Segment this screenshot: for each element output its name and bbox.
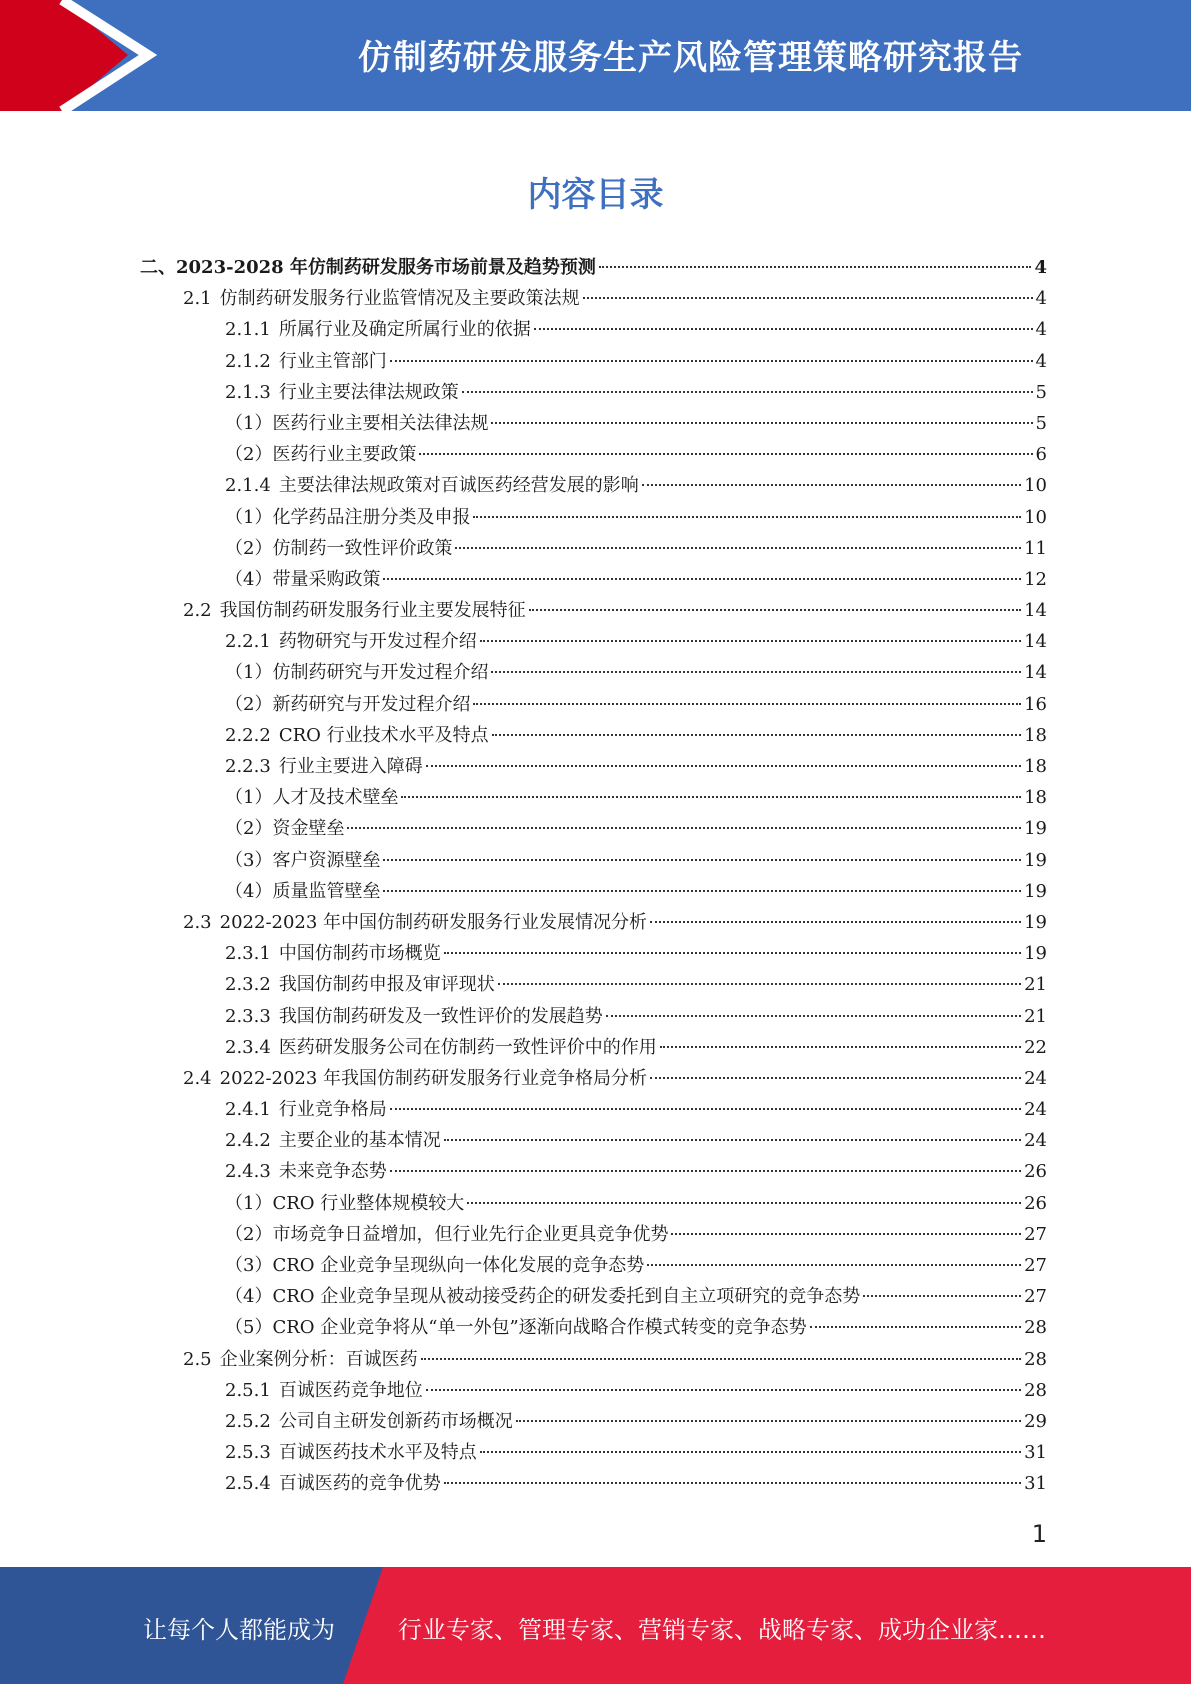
toc-entry-page: 21 (1024, 1005, 1047, 1027)
toc-entry-text: 客户资源壁垒 (272, 849, 381, 871)
toc-entry-text: 行业竞争格局 (278, 1099, 387, 1121)
toc-entry-number: （4） (225, 880, 273, 902)
toc-entry-number: （1） (225, 662, 273, 684)
toc-dot-leader (444, 1482, 1021, 1484)
toc-entry-text: 仿制药一致性评价政策 (272, 537, 453, 559)
toc-entry-text: 行业主要法律法规政策 (278, 381, 459, 403)
footer-banner (0, 1567, 1191, 1684)
toc-entry[interactable] (225, 1281, 1047, 1312)
toc-entry-text: 药物研究与开发过程介绍 (278, 631, 477, 653)
toc-dot-leader (606, 1015, 1021, 1017)
toc-entry-text: 医药行业主要相关法律法规 (272, 412, 489, 434)
toc-dot-leader (462, 391, 1033, 393)
toc-entry-number: 2.5.1 (225, 1379, 271, 1401)
toc-dot-leader (444, 952, 1021, 954)
toc-entry[interactable] (183, 1063, 1047, 1094)
toc-entry-page: 19 (1024, 880, 1047, 902)
toc-entry-page: 5 (1035, 412, 1047, 434)
toc-entry-page: 28 (1024, 1317, 1047, 1339)
toc-entry-page: 28 (1024, 1379, 1047, 1401)
toc-entry-text: 2022-2023 年我国仿制药研发服务行业竞争格局分析 (219, 1067, 648, 1089)
toc-entry-text: 化学药品注册分类及申报 (272, 506, 471, 528)
toc-entry-page: 10 (1024, 506, 1047, 528)
toc-entry-page: 5 (1035, 381, 1047, 403)
toc-entry-number: 2.2 (183, 600, 212, 622)
toc-entry[interactable] (225, 1188, 1047, 1219)
toc-entry-text: 仿制药研究与开发过程介绍 (272, 662, 489, 684)
toc-dot-leader (491, 671, 1021, 673)
toc-entry-number: （2） (225, 537, 273, 559)
toc-entry-number: （5） (225, 1317, 273, 1339)
toc-entry-text: 行业主管部门 (278, 350, 387, 372)
toc-entry-page: 19 (1024, 849, 1047, 871)
toc-entry-text: 我国仿制药研发及一致性评价的发展趋势 (278, 1005, 603, 1027)
toc-entry[interactable] (225, 1032, 1047, 1063)
page-number: 1 (1031, 1520, 1047, 1548)
toc-entry-text: 带量采购政策 (272, 568, 381, 590)
toc-entry-text: 未来竞争态势 (278, 1161, 387, 1183)
toc-entry[interactable] (225, 1468, 1047, 1499)
toc-entry[interactable] (225, 1406, 1047, 1437)
toc-entry-text: 行业主要进入障碍 (278, 756, 423, 777)
toc-dot-leader (467, 1202, 1021, 1204)
toc-dot-leader (498, 983, 1021, 985)
toc-entry-number: （1） (225, 1192, 273, 1214)
toc-dot-leader (401, 796, 1021, 798)
toc-entry[interactable] (225, 751, 1047, 782)
toc-entry-page: 18 (1024, 724, 1047, 746)
toc-entry-text: 二、2023-2028 年仿制药研发服务市场前景及趋势预测 (140, 257, 596, 278)
toc-entry[interactable] (225, 439, 1047, 470)
toc-entry-text: 医药行业主要政策 (272, 444, 417, 466)
toc-dot-leader (426, 1389, 1021, 1391)
toc-entry-text: 2022-2023 年中国仿制药研发服务行业发展情况分析 (219, 911, 648, 933)
toc-dot-leader (647, 1264, 1021, 1266)
toc-entry-page: 24 (1024, 1099, 1047, 1121)
toc-entry-number: 2.1.4 (225, 475, 271, 497)
toc-dot-leader (650, 1077, 1021, 1079)
toc-dot-leader (491, 422, 1032, 424)
toc-entry-page: 27 (1024, 1286, 1047, 1308)
toc-entry-page: 27 (1024, 1255, 1047, 1276)
toc-entry[interactable] (225, 876, 1047, 907)
toc-entry-page: 18 (1024, 756, 1047, 777)
toc-dot-leader (480, 640, 1021, 642)
toc-entry[interactable] (225, 1250, 1047, 1281)
toc-entry-number: 2.5.3 (225, 1442, 271, 1464)
toc-entry-text: CRO 企业竞争呈现纵向一体化发展的竞争态势 (272, 1255, 645, 1276)
toc-entry-number: 2.1.3 (225, 381, 271, 403)
toc-entry-number: （2） (225, 693, 273, 715)
toc-entry[interactable] (225, 782, 1047, 813)
toc-entry[interactable] (225, 1219, 1047, 1250)
toc-entry-text: 百诚医药的竞争优势 (278, 1473, 441, 1495)
toc-entry-text: 人才及技术壁垒 (272, 787, 399, 809)
toc-heading: 内容目录 (527, 175, 664, 215)
toc-dot-leader (534, 328, 1033, 330)
toc-entry-page: 12 (1024, 568, 1047, 590)
toc-dot-leader (347, 827, 1021, 829)
toc-entry-number: （2） (225, 818, 273, 840)
toc-dot-leader (863, 1295, 1021, 1297)
toc-dot-leader (421, 1358, 1021, 1360)
toc-entry[interactable] (225, 1437, 1047, 1468)
toc-entry-page: 4 (1035, 288, 1047, 310)
toc-entry-number: （4） (225, 1286, 273, 1308)
toc-dot-leader (516, 1420, 1021, 1422)
toc-entry[interactable] (183, 283, 1047, 314)
toc-entry[interactable] (225, 720, 1047, 751)
toc-entry-text: 质量监管壁垒 (272, 880, 381, 902)
toc-entry[interactable] (225, 689, 1047, 720)
toc-entry-number: 2.1.1 (225, 319, 271, 341)
toc-entry-page: 19 (1024, 818, 1047, 840)
toc-entry-number: （4） (225, 568, 273, 590)
toc-entry-text: 主要企业的基本情况 (278, 1130, 441, 1152)
toc-dot-leader (383, 890, 1021, 892)
toc-entry-text: 资金壁垒 (272, 818, 345, 840)
toc-entry-text: 我国仿制药研发服务行业主要发展特征 (219, 600, 526, 622)
toc-dot-leader (473, 516, 1021, 518)
toc-entry[interactable] (183, 907, 1047, 938)
toc-entry-page: 27 (1024, 1223, 1047, 1245)
toc-entry-text: 仿制药研发服务行业监管情况及主要政策法规 (219, 288, 580, 310)
toc-entry[interactable] (225, 1156, 1047, 1187)
toc-entry[interactable] (225, 938, 1047, 969)
toc-entry-page: 4 (1035, 319, 1047, 341)
toc-entry-page: 29 (1024, 1410, 1047, 1432)
toc-dot-leader (426, 765, 1021, 767)
toc-dot-leader (492, 734, 1021, 736)
toc-entry-number: （2） (225, 1223, 273, 1245)
toc-entry[interactable] (225, 470, 1047, 501)
toc-entry-page: 22 (1024, 1036, 1047, 1058)
toc-entry[interactable] (183, 1344, 1047, 1375)
toc-entry-number: 2.3.4 (225, 1036, 271, 1058)
toc-dot-leader (455, 547, 1021, 549)
toc-entry[interactable] (225, 408, 1047, 439)
toc-entry-number: 2.4 (183, 1067, 212, 1089)
toc-dot-leader (671, 1233, 1021, 1235)
toc-dot-leader (383, 859, 1021, 861)
toc-entry-number: 2.1.2 (225, 350, 271, 372)
toc-entry-text: 我国仿制药申报及审评现状 (278, 974, 495, 996)
toc-entry[interactable] (225, 1125, 1047, 1156)
toc-entry[interactable] (225, 1094, 1047, 1125)
toc-entry-page: 19 (1024, 943, 1047, 965)
toc-dot-leader (383, 578, 1021, 580)
footer-slogan-right: 行业专家、管理专家、营销专家、战略专家、成功企业家…… (398, 1616, 1046, 1644)
toc-entry-page: 16 (1024, 693, 1047, 715)
toc-entry[interactable] (225, 314, 1047, 345)
toc-entry[interactable] (140, 252, 1047, 283)
toc-entry-number: 2.2.3 (225, 756, 271, 777)
toc-entry-number: 2.5.4 (225, 1473, 271, 1495)
toc-entry[interactable] (183, 595, 1047, 626)
toc-entry-text: 市场竞争日益增加，但行业先行企业更具竞争优势 (272, 1223, 669, 1245)
toc-entry[interactable] (225, 1001, 1047, 1032)
toc-entry-page: 14 (1024, 662, 1047, 684)
toc-dot-leader (419, 453, 1032, 455)
toc-entry-text: CRO 企业竞争将从“单一外包”逐渐向战略合作模式转变的竞争态势 (272, 1317, 807, 1339)
toc-entry-page: 28 (1024, 1348, 1047, 1370)
toc-entry-number: 2.4.3 (225, 1161, 271, 1183)
toc-entry-page: 6 (1035, 444, 1047, 466)
toc-entry-page: 19 (1024, 911, 1047, 933)
toc-dot-leader (642, 484, 1021, 486)
toc-entry-number: 2.5.2 (225, 1410, 271, 1432)
toc-entry-number: 2.1 (183, 288, 212, 310)
toc-entry-text: 公司自主研发创新药市场概况 (278, 1410, 513, 1432)
toc-entry[interactable] (225, 1375, 1047, 1406)
toc-entry-number: （1） (225, 412, 273, 434)
toc-entry[interactable] (225, 657, 1047, 688)
toc-dot-leader (810, 1326, 1021, 1328)
toc-entry[interactable] (225, 564, 1047, 595)
toc-entry-number: 2.4.1 (225, 1099, 271, 1121)
toc-dot-leader (650, 921, 1021, 923)
toc-entry-text: CRO 企业竞争呈现从被动接受药企的研发委托到自主立项研究的竞争态势 (272, 1286, 861, 1308)
toc-dot-leader (444, 1139, 1021, 1141)
header-red-chevron (0, 0, 128, 111)
toc-entry-page: 31 (1024, 1442, 1047, 1464)
toc-dot-leader (390, 1108, 1021, 1110)
toc-entry-page: 4 (1035, 350, 1047, 372)
toc-entry-page: 21 (1024, 974, 1047, 996)
toc-entry-page: 26 (1024, 1192, 1047, 1214)
toc-entry[interactable] (225, 533, 1047, 564)
toc-entry-page: 24 (1024, 1067, 1047, 1089)
toc-entry-number: 2.3.2 (225, 974, 271, 996)
toc-dot-leader (390, 1170, 1021, 1172)
toc-entry-text: CRO 行业整体规模较大 (272, 1192, 465, 1214)
toc-entry-page: 14 (1024, 600, 1047, 622)
toc-entry-page: 10 (1024, 475, 1047, 497)
toc-entry-page: 4 (1034, 257, 1047, 278)
toc-entry-text: 百诚医药竞争地位 (278, 1379, 423, 1401)
toc-entry-number: （3） (225, 849, 273, 871)
toc-entry-number: （1） (225, 506, 273, 528)
toc-entry-text: 企业案例分析：百诚医药 (219, 1348, 418, 1370)
toc-dot-leader (599, 266, 1032, 268)
toc-entry[interactable] (225, 626, 1047, 657)
toc-entry-text: 所属行业及确定所属行业的依据 (278, 319, 531, 341)
toc-entry-text: 医药研发服务公司在仿制药一致性评价中的作用 (278, 1036, 657, 1058)
toc-entry-text: 主要法律法规政策对百诚医药经营发展的影响 (278, 475, 639, 497)
toc-dot-leader (583, 297, 1033, 299)
toc-entry-number: （1） (225, 787, 273, 809)
toc-entry-text: 百诚医药技术水平及特点 (278, 1442, 477, 1464)
table-of-contents (0, 252, 1191, 1500)
toc-entry-number: 2.5 (183, 1348, 212, 1370)
toc-entry[interactable] (225, 845, 1047, 876)
toc-entry-page: 11 (1024, 537, 1047, 559)
toc-entry-page: 18 (1024, 787, 1047, 809)
toc-entry[interactable] (225, 502, 1047, 533)
header-banner (0, 0, 1191, 111)
toc-entry-number: 2.2.2 (225, 724, 271, 746)
toc-entry-text: 新药研究与开发过程介绍 (272, 693, 471, 715)
toc-entry-page: 31 (1024, 1473, 1047, 1495)
toc-dot-leader (529, 609, 1021, 611)
toc-entry[interactable] (225, 377, 1047, 408)
toc-entry-page: 26 (1024, 1161, 1047, 1183)
toc-dot-leader (480, 1451, 1021, 1453)
toc-entry[interactable] (225, 969, 1047, 1000)
toc-entry-text: 中国仿制药市场概览 (278, 943, 441, 965)
toc-entry[interactable] (225, 346, 1047, 377)
toc-entry-number: 2.3 (183, 911, 212, 933)
toc-entry-number: 2.3.1 (225, 943, 271, 965)
toc-entry-page: 14 (1024, 631, 1047, 653)
toc-entry-text: CRO 行业技术水平及特点 (278, 724, 489, 746)
toc-entry-number: 2.2.1 (225, 631, 271, 653)
toc-dot-leader (473, 703, 1021, 705)
toc-dot-leader (660, 1046, 1021, 1048)
toc-entry-number: 2.3.3 (225, 1005, 271, 1027)
toc-dot-leader (390, 360, 1033, 362)
footer-slogan-left: 让每个人都能成为 (143, 1616, 335, 1644)
toc-entry[interactable] (225, 813, 1047, 844)
toc-entry-number: 2.4.2 (225, 1130, 271, 1152)
toc-entry[interactable] (225, 1312, 1047, 1343)
report-title: 仿制药研发服务生产风险管理策略研究报告 (358, 38, 1023, 78)
toc-entry-page: 24 (1024, 1130, 1047, 1152)
toc-entry-number: （2） (225, 444, 273, 466)
toc-entry-number: （3） (225, 1255, 273, 1276)
